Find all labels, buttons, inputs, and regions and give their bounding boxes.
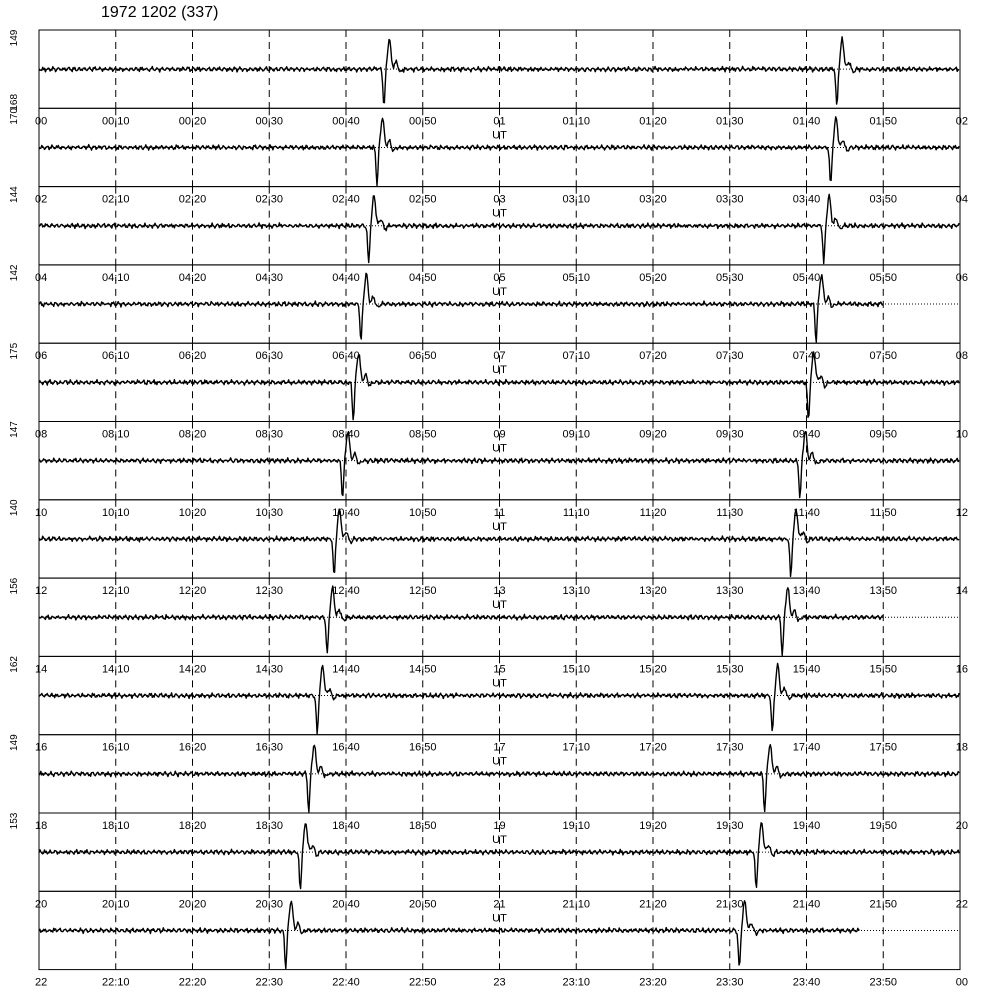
tick-label-7-12: 16: [955, 663, 968, 676]
trace-3: [39, 273, 883, 342]
tick-label-5-0: 10: [35, 506, 48, 519]
tick-label-5-2: 10:20: [178, 506, 207, 519]
tick-label-4-9: 09:30: [715, 428, 744, 441]
tick-label-0-3: 00:30: [255, 115, 284, 128]
tick-label-7-11: 15:50: [869, 663, 898, 676]
tick-label-5-12: 12: [955, 506, 968, 519]
tick-label-5-6: 11: [493, 506, 506, 519]
tick-label-10-12: 22: [955, 898, 968, 911]
tick-label-9-4: 18:40: [332, 820, 360, 832]
ut-label-2: UT: [492, 285, 507, 298]
tick-label-6-5: 12:50: [408, 585, 437, 598]
tick-label-0-2: 00:20: [178, 115, 207, 128]
tick-label-9-12: 20: [955, 820, 968, 832]
tick-label-9-9: 19:30: [715, 820, 744, 832]
tick-label-3-2: 06:20: [178, 350, 207, 363]
tick-label-0-4: 00:40: [332, 115, 360, 128]
tick-label-1-4: 02:40: [332, 193, 360, 206]
tick-label-10-0: 20: [35, 898, 48, 911]
tick-label-7-6: 15: [493, 663, 506, 676]
tick-label-0-7: 01:10: [562, 115, 591, 128]
tick-label-11-5: 22:50: [408, 976, 437, 989]
tick-label-6-0: 12: [35, 585, 48, 598]
tick-label-4-3: 08:30: [255, 428, 284, 441]
tick-label-9-3: 18:30: [255, 820, 284, 832]
tick-label-4-4: 08:40: [332, 428, 360, 441]
tick-label-3-11: 07:50: [869, 350, 898, 363]
tick-label-0-11: 01:50: [869, 115, 898, 128]
tick-label-2-7: 05:10: [562, 271, 591, 284]
tick-label-9-5: 18:50: [408, 820, 437, 832]
tick-label-1-10: 03:40: [792, 193, 821, 206]
tick-label-1-9: 03:30: [715, 193, 744, 206]
tick-label-9-6: 19: [493, 820, 506, 832]
tick-label-6-4: 12:40: [332, 585, 360, 598]
tick-label-6-12: 14: [955, 585, 968, 598]
tick-label-1-2: 02:20: [178, 193, 207, 206]
ut-label-5: UT: [492, 520, 507, 533]
tick-label-7-0: 14: [35, 663, 48, 676]
ut-label-0: UT: [492, 129, 507, 142]
tick-label-11-7: 23:10: [562, 976, 591, 989]
tick-label-0-1: 00:10: [101, 115, 130, 128]
tick-label-7-7: 15:10: [562, 663, 591, 676]
tick-label-11-8: 23:20: [639, 976, 667, 989]
tick-label-5-10: 11:40: [793, 506, 820, 519]
tick-label-0-6: 01: [493, 115, 506, 128]
tick-label-7-3: 14:30: [255, 663, 284, 676]
tick-label-5-7: 11:10: [562, 506, 590, 519]
tick-label-7-5: 14:50: [408, 663, 437, 676]
side-label-top-7: 156: [9, 577, 20, 595]
tick-label-2-3: 04:30: [255, 271, 284, 284]
tick-label-8-12: 18: [955, 741, 968, 754]
tick-label-1-6: 03: [493, 193, 506, 206]
tick-label-7-1: 14:10: [101, 663, 130, 676]
side-label-bottom-0: 168: [9, 93, 20, 111]
tick-label-2-8: 05:20: [639, 271, 667, 284]
side-label-top-3: 142: [9, 264, 20, 282]
tick-label-7-4: 14:40: [332, 663, 360, 676]
tick-label-10-8: 21:20: [639, 898, 667, 911]
ut-label-7: UT: [492, 677, 507, 690]
tick-label-3-10: 07:40: [792, 350, 821, 363]
tick-label-4-8: 09:20: [639, 428, 667, 441]
tick-label-10-7: 21:10: [562, 898, 591, 911]
tick-label-2-10: 05:40: [792, 271, 821, 284]
tick-label-2-11: 05:50: [869, 271, 898, 284]
tick-label-10-11: 21:50: [869, 898, 898, 911]
tick-label-4-7: 09:10: [562, 428, 591, 441]
side-label-top-9: 149: [9, 734, 20, 752]
tick-label-1-0: 02: [35, 193, 48, 206]
tick-label-5-11: 11:50: [869, 506, 897, 519]
tick-label-0-5: 00:50: [408, 115, 437, 128]
tick-label-10-3: 20:30: [255, 898, 284, 911]
tick-label-8-4: 16:40: [332, 741, 360, 754]
tick-label-9-2: 18:20: [178, 820, 207, 832]
tick-label-8-0: 16: [35, 741, 48, 754]
tick-label-8-3: 16:30: [255, 741, 284, 754]
side-label-top-5: 147: [9, 421, 20, 438]
tick-label-4-11: 09:50: [869, 428, 898, 441]
ut-label-9: UT: [492, 834, 507, 846]
tick-label-9-0: 18: [35, 820, 48, 832]
tick-label-11-12: 00: [955, 976, 968, 989]
tick-label-11-4: 22:40: [332, 976, 360, 989]
side-label-top-8: 162: [9, 656, 20, 673]
side-label-top-2: 144: [9, 186, 20, 203]
tick-label-8-10: 17:40: [792, 741, 821, 754]
tick-label-1-8: 03:20: [639, 193, 667, 206]
tick-label-6-11: 13:50: [869, 585, 898, 598]
tick-label-11-6: 23: [493, 976, 506, 989]
side-label-top-4: 175: [9, 342, 20, 360]
trace-7: [39, 586, 883, 655]
tick-label-11-9: 23:30: [715, 976, 744, 989]
tick-label-1-7: 03:10: [562, 193, 591, 206]
tick-label-1-11: 03:50: [869, 193, 898, 206]
ut-label-4: UT: [492, 442, 507, 455]
tick-label-3-0: 06: [35, 350, 48, 363]
tick-label-10-9: 21:30: [715, 898, 744, 911]
side-label-top-6: 140: [9, 499, 20, 517]
tick-label-3-5: 06:50: [408, 350, 437, 363]
tick-label-5-3: 10:30: [255, 506, 284, 519]
tick-label-4-6: 09: [493, 428, 506, 441]
tick-label-8-5: 16:50: [408, 741, 437, 754]
tick-label-3-3: 06:30: [255, 350, 284, 363]
tick-label-6-10: 13:40: [792, 585, 821, 598]
tick-label-3-8: 07:20: [639, 350, 667, 363]
tick-label-8-9: 17:30: [715, 741, 744, 754]
tick-label-7-2: 14:20: [178, 663, 207, 676]
ut-label-6: UT: [492, 599, 507, 612]
tick-label-2-1: 04:10: [101, 271, 130, 284]
tick-label-5-5: 10:50: [408, 506, 437, 519]
tick-label-3-1: 06:10: [101, 350, 130, 363]
tick-label-5-1: 10:10: [101, 506, 130, 519]
tick-label-2-4: 04:40: [332, 271, 360, 284]
tick-label-2-0: 04: [35, 271, 48, 284]
tick-label-7-9: 15:30: [715, 663, 744, 676]
tick-label-8-1: 16:10: [101, 741, 130, 754]
tick-label-0-0: 00: [35, 115, 48, 128]
ut-label-3: UT: [492, 364, 507, 377]
tick-label-0-12: 02: [955, 115, 968, 128]
tick-label-4-10: 09:40: [792, 428, 821, 441]
tick-label-10-2: 20:20: [178, 898, 207, 911]
tick-label-6-3: 12:30: [255, 585, 284, 598]
tick-label-6-6: 13: [493, 585, 506, 598]
tick-label-0-8: 01:20: [639, 115, 667, 128]
tick-label-4-0: 08: [35, 428, 48, 441]
tick-label-6-2: 12:20: [178, 585, 207, 598]
tick-label-5-4: 10:40: [332, 506, 360, 519]
tick-label-2-9: 05:30: [715, 271, 744, 284]
tick-label-10-10: 21:40: [792, 898, 821, 911]
tick-label-11-10: 23:40: [792, 976, 821, 989]
side-label-top-1: 170: [9, 107, 20, 125]
tick-label-6-7: 13:10: [562, 585, 591, 598]
side-label-top-0: 149: [9, 29, 20, 47]
tick-label-8-6: 17: [493, 741, 506, 754]
tick-label-4-1: 08:10: [101, 428, 130, 441]
tick-label-3-12: 08: [955, 350, 968, 363]
trace-11: [39, 901, 860, 969]
tick-label-4-5: 08:50: [408, 428, 437, 441]
tick-label-6-1: 12:10: [101, 585, 130, 598]
tick-label-9-8: 19:20: [639, 820, 667, 832]
tick-label-1-5: 02:50: [408, 193, 437, 206]
tick-label-10-6: 21: [493, 898, 506, 911]
tick-label-6-8: 13:20: [639, 585, 667, 598]
tick-label-7-10: 15:40: [792, 663, 821, 676]
tick-label-11-2: 22:20: [178, 976, 207, 989]
tick-label-9-1: 18:10: [101, 820, 130, 832]
ut-label-8: UT: [492, 755, 507, 768]
tick-label-10-4: 20:40: [332, 898, 360, 911]
ut-label-1: UT: [492, 207, 507, 220]
tick-label-1-1: 02:10: [101, 193, 130, 206]
tick-label-4-12: 10: [955, 428, 968, 441]
tick-label-2-5: 04:50: [408, 271, 437, 284]
tick-label-1-12: 04: [955, 193, 968, 206]
tick-label-1-3: 02:30: [255, 193, 284, 206]
tick-label-9-11: 19:50: [869, 820, 898, 832]
tick-label-6-9: 13:30: [715, 585, 744, 598]
tick-label-11-11: 23:50: [869, 976, 898, 989]
tick-label-3-6: 07: [493, 350, 506, 363]
tick-label-2-2: 04:20: [178, 271, 207, 284]
tick-label-9-7: 19:10: [562, 820, 591, 832]
tick-label-11-3: 22:30: [255, 976, 284, 989]
tick-label-0-9: 01:30: [715, 115, 744, 128]
tick-label-10-1: 20:10: [101, 898, 130, 911]
side-label-top-10: 153: [9, 812, 20, 830]
tick-label-11-0: 22: [35, 976, 48, 989]
tick-label-0-10: 01:40: [792, 115, 821, 128]
tick-label-8-2: 16:20: [178, 741, 207, 754]
tick-label-3-7: 07:10: [562, 350, 591, 363]
tick-label-3-4: 06:40: [332, 350, 360, 363]
tick-label-5-8: 11:20: [639, 506, 667, 519]
tick-label-10-5: 20:50: [408, 898, 437, 911]
tick-label-5-9: 11:30: [716, 506, 744, 519]
tick-label-9-10: 19:40: [792, 820, 821, 832]
tick-label-8-8: 17:20: [639, 741, 667, 754]
tick-label-3-9: 07:30: [715, 350, 744, 363]
tick-label-4-2: 08:20: [178, 428, 207, 441]
tick-label-2-12: 06: [955, 271, 968, 284]
tick-label-7-8: 15:20: [639, 663, 667, 676]
chart-title: 1972 1202 (337): [101, 4, 219, 21]
tick-label-8-7: 17:10: [562, 741, 591, 754]
tick-label-2-6: 05: [493, 271, 506, 284]
tick-label-11-1: 22:10: [101, 976, 130, 989]
ut-label-10: UT: [492, 912, 507, 925]
tick-label-8-11: 17:50: [869, 741, 898, 754]
